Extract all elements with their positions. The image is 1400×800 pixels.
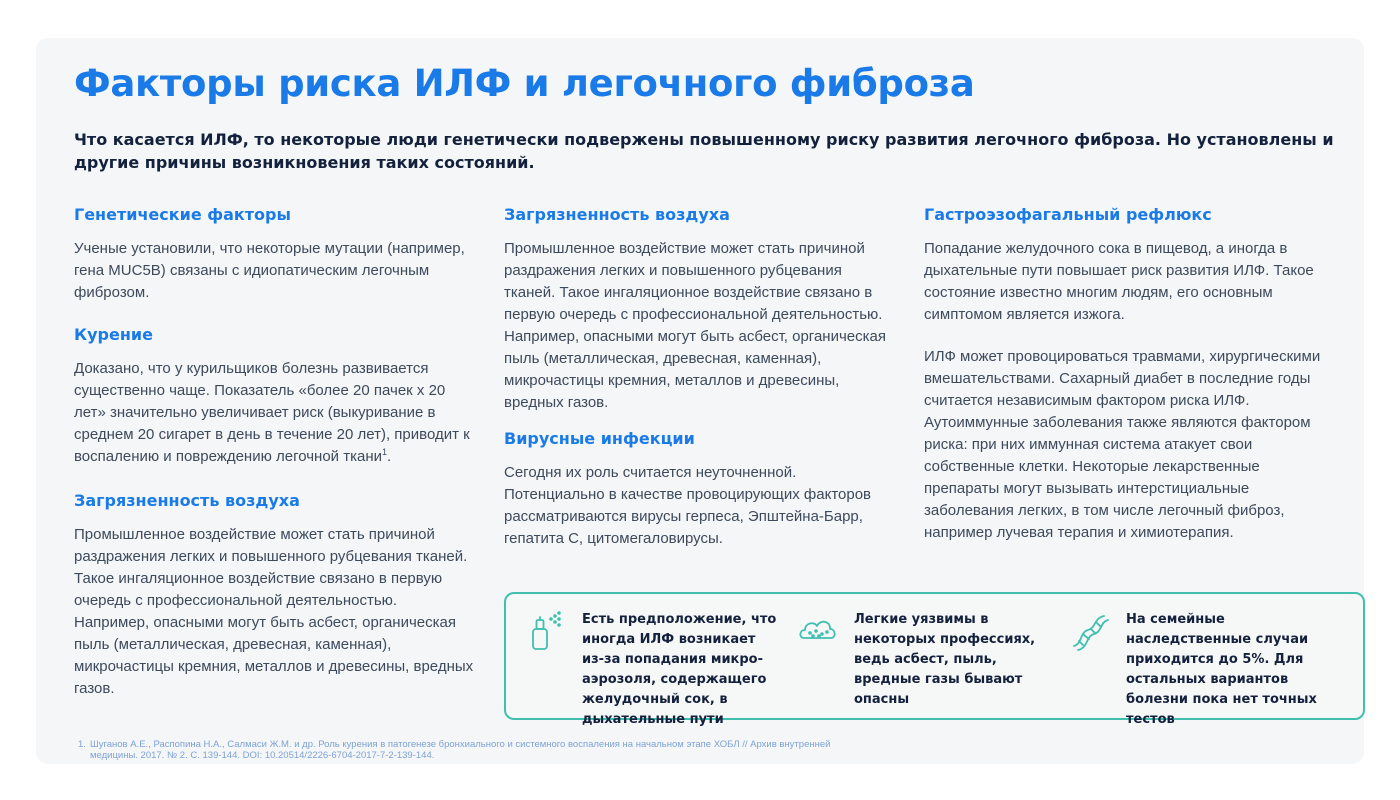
- section-air-pollution: [74, 490, 474, 700]
- footnote-number: 1.: [78, 739, 86, 750]
- section-text: [74, 358, 474, 468]
- section-text: Промышленное воздействие может стать причиной раздражения легких и повышенного рубцевания тканей. Такое ингаляционное воздействие связано в первую очередь с профессиональной деятельностью. Например, опасными могут быть асбест, органическая пыль (металлическая, древесная, каменная), микрочастицы кремния, металлов и древесины, вредных газов.: [74, 526, 474, 697]
- section-heading: Гастроэзофагальный рефлюкс: [924, 205, 1212, 224]
- fact-text: На семейные наследственные случаи приходится до 5%. Для остальных вариантов болезни пока нет точных тестов: [1126, 612, 1317, 727]
- section-viral: [504, 428, 894, 550]
- fact-aerosol: [524, 610, 782, 730]
- section-heading: Курение: [74, 325, 153, 344]
- fact-text: Легкие уязвимы в некоторых профессиях, ведь асбест, пыль, вредные газы бывают опасны: [854, 612, 1036, 707]
- section-heading: Загрязненность воздуха: [74, 491, 300, 510]
- dust-cloud-icon: [796, 610, 840, 654]
- section-heading: Загрязненность воздуха: [504, 205, 730, 224]
- footnote: [78, 739, 878, 761]
- section-text: Сегодня их роль считается неуточненной. Потенциально в качестве провоцирующих факторов рассматриваются вирусы герпеса, Эпштейна-Барр, гепатита С, цитомегаловирусы.: [504, 464, 872, 547]
- fact-professions: [796, 610, 1054, 710]
- section-heading: Генетические факторы: [74, 205, 291, 224]
- other-factors-text: ИЛФ может провоцироваться травмами, хирургическими вмешательствами. Сахарный диабет в последние годы считается независимым фактором риска ИЛФ. Аутоиммунные заболевания также являются фактором риска: при них иммунная система атакует свои собственные клетки. Некоторые лекарственные препараты могут вызывать интерстициальные заболевания легких, в том числе легочный фиброз, например лучевая терапия и химиотерапия.: [924, 348, 1321, 541]
- section-heading: Вирусные инфекции: [504, 429, 695, 448]
- section-text: Ученые установили, что некоторые мутации (например, гена MUC5B) связаны с идиопатическим легочным фиброзом.: [74, 240, 465, 301]
- section-genetic: [74, 204, 474, 304]
- smoking-text-end: .: [387, 448, 392, 465]
- footnote-marker[interactable]: 1: [382, 447, 388, 457]
- dna-icon: [1068, 610, 1112, 654]
- section-reflux: [924, 204, 1336, 326]
- lead-paragraph: Что касается ИЛФ, то некоторые люди генетически подвержены повышенному риску развития легочного фиброза. Но установлены и другие причины возникновения таких состояний.: [74, 130, 1334, 172]
- section-text: Попадание желудочного сока в пищевод, а иногда в дыхательные пути повышает риск развития ИЛФ. Такое состояние известно многим людям, его основным симптомом является изжога.: [924, 240, 1314, 323]
- fact-text: Есть предположение, что иногда ИЛФ возникает из-за попадания микро-аэрозоля, содержащего желудочный сок, в дыхательные пути: [582, 612, 777, 727]
- fact-heredity: [1068, 610, 1346, 730]
- smoking-text: Доказано, что у курильщиков болезнь развивается существенно чаще. Показатель «более 20 пачек х 20 лет» значительно увеличивает риск (выкуривание в среднем 20 сигарет в день в течение 20 лет), приводит к воспалению и повреждению легочной ткани: [74, 360, 470, 465]
- section-air-pollution: [504, 204, 894, 414]
- column-right: [924, 204, 1336, 544]
- section-text: Промышленное воздействие может стать причиной раздражения легких и повышенного рубцевания тканей. Такое ингаляционное воздействие связано в первую очередь с профессиональной деятельностью. Например, опасными могут быть асбест, органическая пыль (металлическая, древесная, каменная), микрочастицы кремния, металлов и древесины, вредных газов.: [504, 240, 886, 411]
- footnote-text: Шуганов А.Е., Распопина Н.А., Салмаси Ж.М. и др. Роль курения в патогенезе бронхиального и системного воспаления на начальном этапе ХОБЛ // Архив внутренней медицины. 2017. № 2. С. 139-144. DOI: 10.20514/2226-6704-2017-7-2-139-144.: [90, 739, 831, 761]
- facts-box: [504, 592, 1365, 727]
- spray-bottle-icon: [524, 610, 568, 654]
- page-title: Факторы риска ИЛФ и легочного фиброза: [74, 62, 975, 105]
- column-middle: [504, 204, 894, 550]
- section-smoking: [74, 324, 474, 468]
- column-left: [74, 204, 474, 700]
